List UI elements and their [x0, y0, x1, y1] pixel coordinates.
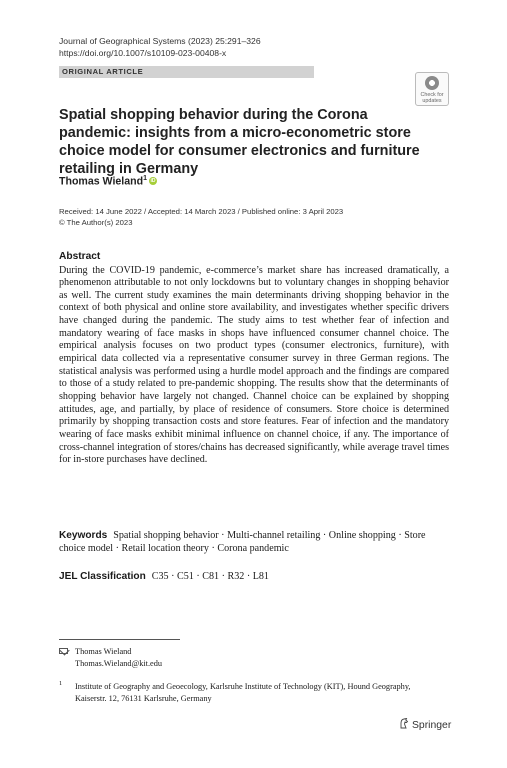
- check-for-updates-badge[interactable]: [415, 72, 449, 106]
- footnote-divider: [59, 639, 180, 640]
- affiliation-number: 1: [59, 680, 63, 687]
- springer-horse-icon: [399, 718, 409, 732]
- article-title: Spatial shopping behavior during the Corona pandemic: insights from a micro-econometric store choice model for consumer electronics and furniture retailing in Germany: [59, 107, 420, 177]
- jel-label: JEL Classification: [59, 571, 146, 582]
- abstract-body: During the COVID-19 pandemic, e-commerce’s market share has increased dramatically, a phenomenon attributable to not only lockdowns but to voluntary changes in shopping behavior as well. The current study examines the main determinants driving shopping behavior in the context of both physical and online store availability, and investigates whether specific drivers have changed during the pandemic. The study aims to test whether fear of infection and mandatory wearing of face masks in shops have influenced consumer channel choice. The empirical analysis focuses on two product types (consumer electronics, furniture), with empirical data collected via a representative consumer survey in three German regions. The statistical analysis was performed using a hurdle model approach and the findings are compared to those of a study related to pre-pandemic shopping. The results show that the determinants of shopping behavior have largely not changed. Channel choice can be explained by shopping attitudes, age, and partially, by place of residence of consumers. Store choice is determined primarily by shopping transaction costs and store features. Fear of infection and the mandatory wearing of face masks exhibit minimal influence on channel choice, if any. The importance of cross-channel integration of stores/chains has decreased significantly, while average travel times for in-store purchases have declined.: [59, 264, 449, 466]
- date-history: Received: 14 June 2022 / Accepted: 14 March 2023 / Published online: 3 April 2023: [59, 207, 344, 216]
- copyright-line: © The Author(s) 2023: [59, 217, 133, 227]
- keywords-text: Spatial shopping behavior · Multi-channel retailing · Online shopping · Store choice model · Retail location theory · Corona pandemic: [59, 530, 426, 554]
- publisher-name: Springer: [412, 720, 452, 731]
- journal-header: [59, 35, 261, 59]
- author-name[interactable]: Thomas Wieland: [59, 175, 144, 188]
- correspondence-email[interactable]: Thomas.Wieland@kit.edu: [75, 658, 163, 668]
- envelope-icon: [59, 648, 68, 654]
- keywords-line: [59, 529, 449, 555]
- orcid-icon[interactable]: iD: [150, 177, 156, 184]
- keywords-label: Keywords: [59, 530, 108, 541]
- jel-line: [59, 571, 269, 582]
- journal-citation: Journal of Geographical Systems (2023) 25:291–326: [59, 36, 261, 46]
- publisher-logo[interactable]: [399, 718, 451, 732]
- check-updates-icon: [425, 76, 439, 90]
- abstract-heading: Abstract: [59, 251, 101, 262]
- article-type-label: ORIGINAL ARTICLE: [59, 66, 314, 78]
- author-line: [59, 175, 157, 188]
- doi-link[interactable]: https://doi.org/10.1007/s10109-023-00408-x: [59, 48, 227, 58]
- publication-dates: [59, 207, 343, 228]
- affiliation-text: Institute of Geography and Geoecology, Karlsruhe Institute of Technology (KIT), Hound Geography, Kaiserstr. 12, 76131 Karlsruhe, Germany: [75, 682, 411, 703]
- check-updates-text: Check for updates: [420, 92, 444, 104]
- correspondence-name: Thomas Wieland: [75, 647, 132, 656]
- author-affiliation-marker: 1: [143, 175, 147, 182]
- jel-codes: C35 · C51 · C81 · R32 · L81: [151, 571, 269, 582]
